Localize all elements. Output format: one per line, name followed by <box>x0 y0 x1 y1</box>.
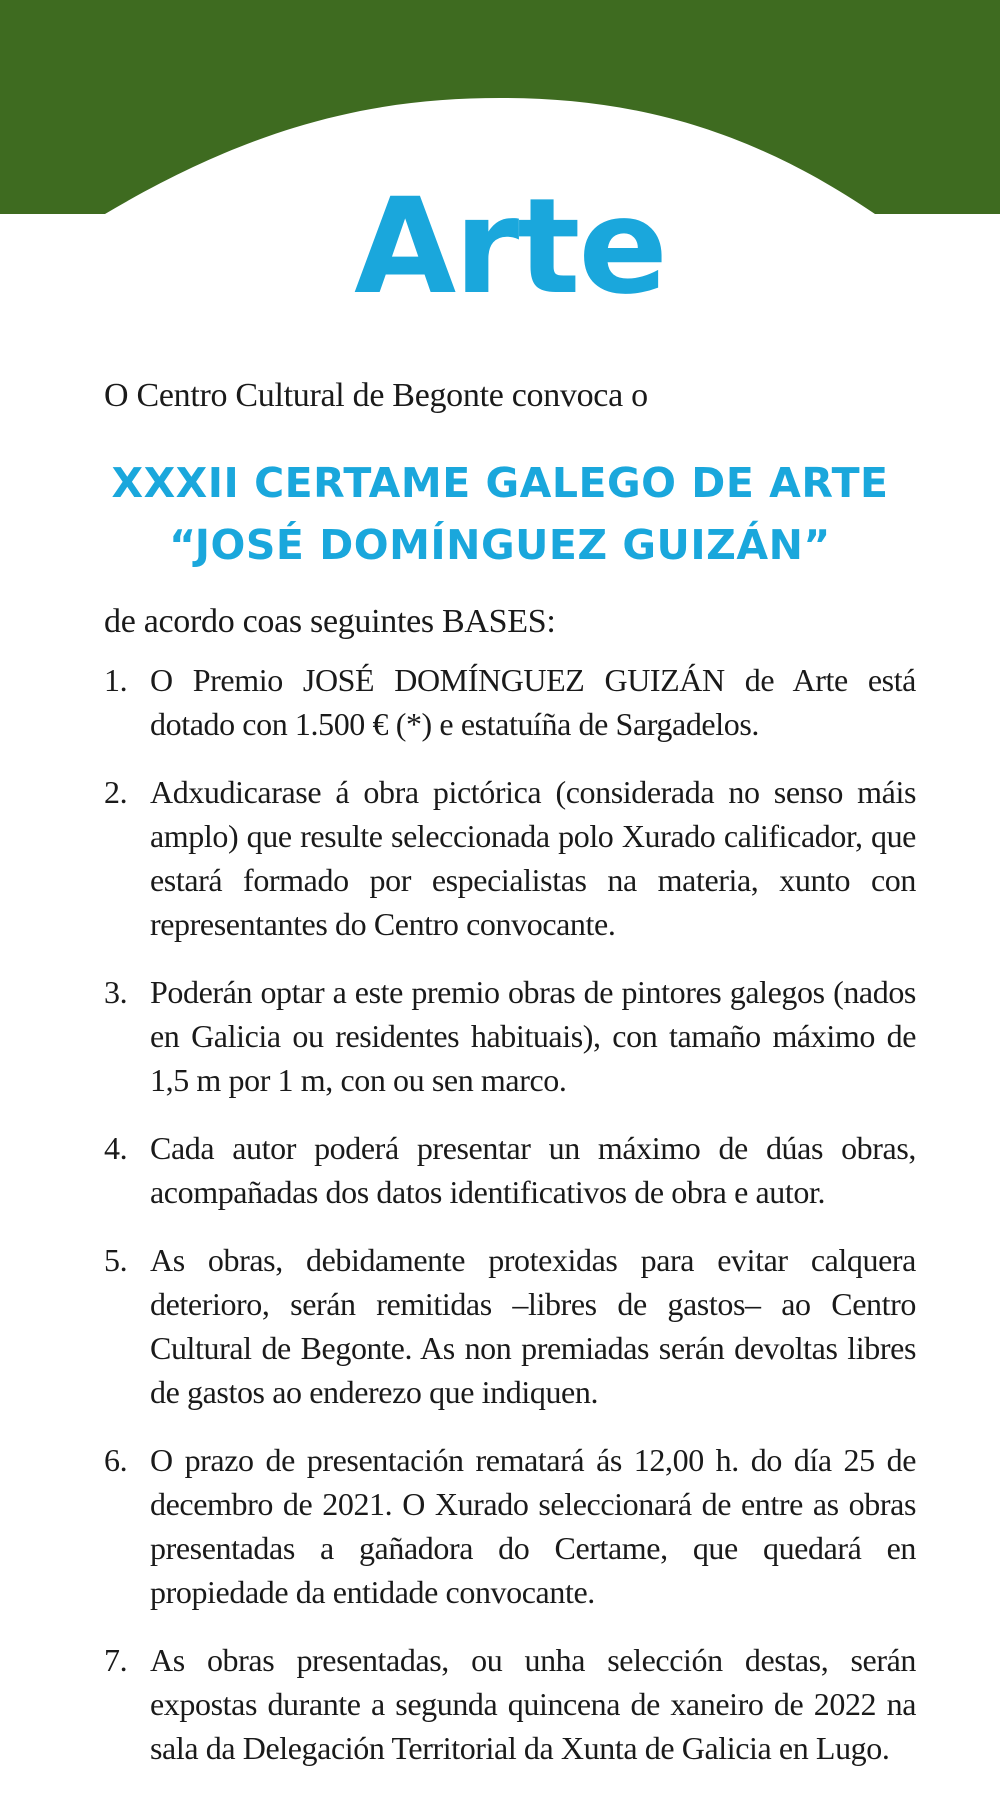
arte-logo <box>0 180 1000 340</box>
base-text: O Premio JOSÉ DOMÍNGUEZ GUIZÁN de Arte está dotado con 1.500 € (*) e estatuíña de Sargadelos. <box>150 662 916 742</box>
intro-text: O Centro Cultural de Begonte convoca o <box>104 377 648 414</box>
base-number: 2. <box>104 774 128 810</box>
base-text: As obras presentadas, ou unha selección destas, serán expostas durante a segunda quincena de xaneiro de 2022 na sala da Delegación Territorial da Xunta de Galicia en Lugo. <box>150 1642 916 1766</box>
bases-lead-text: de acordo coas seguintes BASES: <box>104 603 556 640</box>
base-item <box>104 1638 916 1770</box>
title-line-2: “JOSÉ DOMÍNGUEZ GUIZÁN” <box>169 521 831 569</box>
bases-list <box>104 658 916 1794</box>
arte-logo-text: Arte <box>354 180 666 324</box>
base-item <box>104 1126 916 1214</box>
base-text: Cada autor poderá presentar un máximo de dúas obras, acompañadas dos datos identificativos de obra e autor. <box>150 1130 916 1210</box>
base-text: Adxudicarase á obra pictórica (considerada no senso máis amplo) que resulte seleccionada polo Xurado calificador, que estará formado por especialistas na materia, xunto con representantes do Centro convocante. <box>150 774 916 942</box>
base-number: 7. <box>104 1642 128 1678</box>
title-line-1: XXXII CERTAME GALEGO DE ARTE <box>111 459 889 507</box>
base-item <box>104 1238 916 1414</box>
base-item <box>104 970 916 1102</box>
base-text: O prazo de presentación rematará ás 12,00 h. do día 25 de decembro de 2021. O Xurado seleccionará de entre as obras presentadas a gañadora do Certame, que quedará en propiedade da entidade convocante. <box>150 1442 916 1610</box>
base-number: 4. <box>104 1130 128 1166</box>
base-number: 3. <box>104 974 128 1010</box>
base-text: Poderán optar a este premio obras de pintores galegos (nados en Galicia ou residentes habituais), con tamaño máximo de 1,5 m por 1 m, con ou sen marco. <box>150 974 916 1098</box>
base-text: As obras, debidamente protexidas para evitar calquera deterioro, serán remitidas –libres de gastos– ao Centro Cultural de Begonte. As non premiadas serán devoltas libres de gastos ao enderezo que indiquen. <box>150 1242 916 1410</box>
base-item <box>104 770 916 946</box>
base-number: 6. <box>104 1442 128 1478</box>
base-item <box>104 1438 916 1614</box>
certame-title <box>0 452 1000 576</box>
base-number: 5. <box>104 1242 128 1278</box>
base-number: 1. <box>104 662 128 698</box>
base-item <box>104 658 916 746</box>
